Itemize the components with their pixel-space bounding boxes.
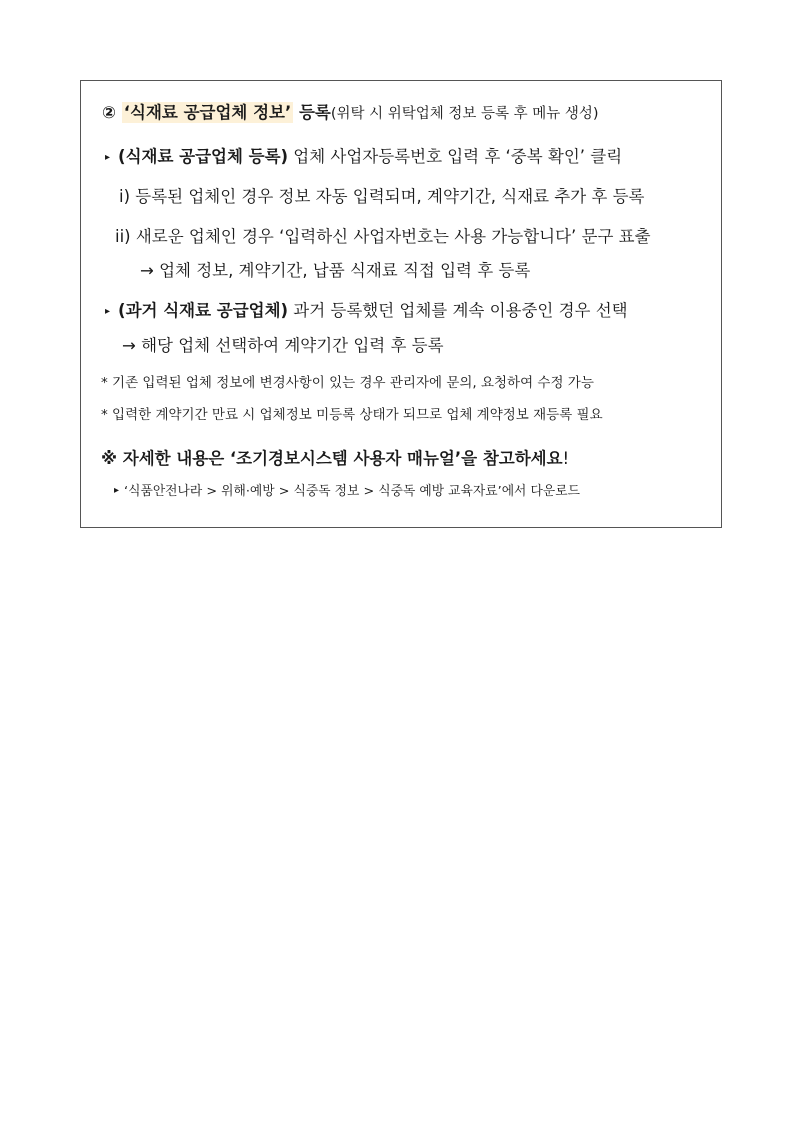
info-box	[80, 80, 722, 528]
section-title	[102, 105, 599, 122]
item-label: (과거 식재료 공급업체)	[118, 301, 289, 320]
sub-item-ii-arrow: → 업체 정보, 계약기간, 납품 식재료 직접 입력 후 등록	[140, 261, 531, 280]
sub-item-i: i) 등록된 업체인 경우 정보 자동 입력되며, 계약기간, 식재료 추가 후 등록	[119, 187, 645, 206]
sub-item-ii: ii) 새로운 업체인 경우 ‘입력하신 사업자번호는 사용 가능합니다’ 문구 표출	[115, 227, 651, 246]
section-title-highlight: ‘식재료 공급업체 정보’	[123, 103, 292, 122]
item-past-supplier-arrow: → 해당 업체 선택하여 계약기간 입력 후 등록	[122, 336, 444, 355]
section-title-note: (위탁 시 위탁업체 정보 등록 후 메뉴 생성)	[330, 106, 599, 122]
manual-reference-end: !	[562, 449, 570, 468]
item-text: 업체 사업자등록번호 입력 후 ‘중복 확인’ 클릭	[288, 147, 623, 166]
note-contract-expiry: * 입력한 계약기간 만료 시 업체정보 미등록 상태가 되므로 업체 계약정보 재등록 필요	[101, 407, 603, 423]
section-title-rest: 등록	[293, 103, 331, 122]
bullet-triangle-icon: ▸	[114, 485, 120, 496]
manual-reference	[101, 451, 569, 468]
item-past-supplier	[105, 303, 628, 320]
item-text: 과거 등록했던 업체를 계속 이용중인 경우 선택	[288, 301, 628, 320]
item-label: (식재료 공급업체 등록)	[118, 147, 289, 166]
manual-reference-bold: ※ 자세한 내용은 ‘조기경보시스템 사용자 매뉴얼’을 참고하세요	[101, 449, 563, 468]
bullet-triangle-icon: ▸	[105, 152, 111, 163]
bullet-triangle-icon: ▸	[105, 306, 111, 317]
item-supplier-register	[105, 149, 622, 166]
download-info	[114, 486, 580, 499]
note-change-request: * 기존 입력된 업체 정보에 변경사항이 있는 경우 관리자에 문의, 요청하여 수정 가능	[101, 375, 594, 391]
section-number: ②	[102, 103, 116, 122]
download-text: ‘식품안전나라 > 위해·예방 > 식중독 정보 > 식중독 예방 교육자료’에서 다운로드	[124, 484, 580, 499]
